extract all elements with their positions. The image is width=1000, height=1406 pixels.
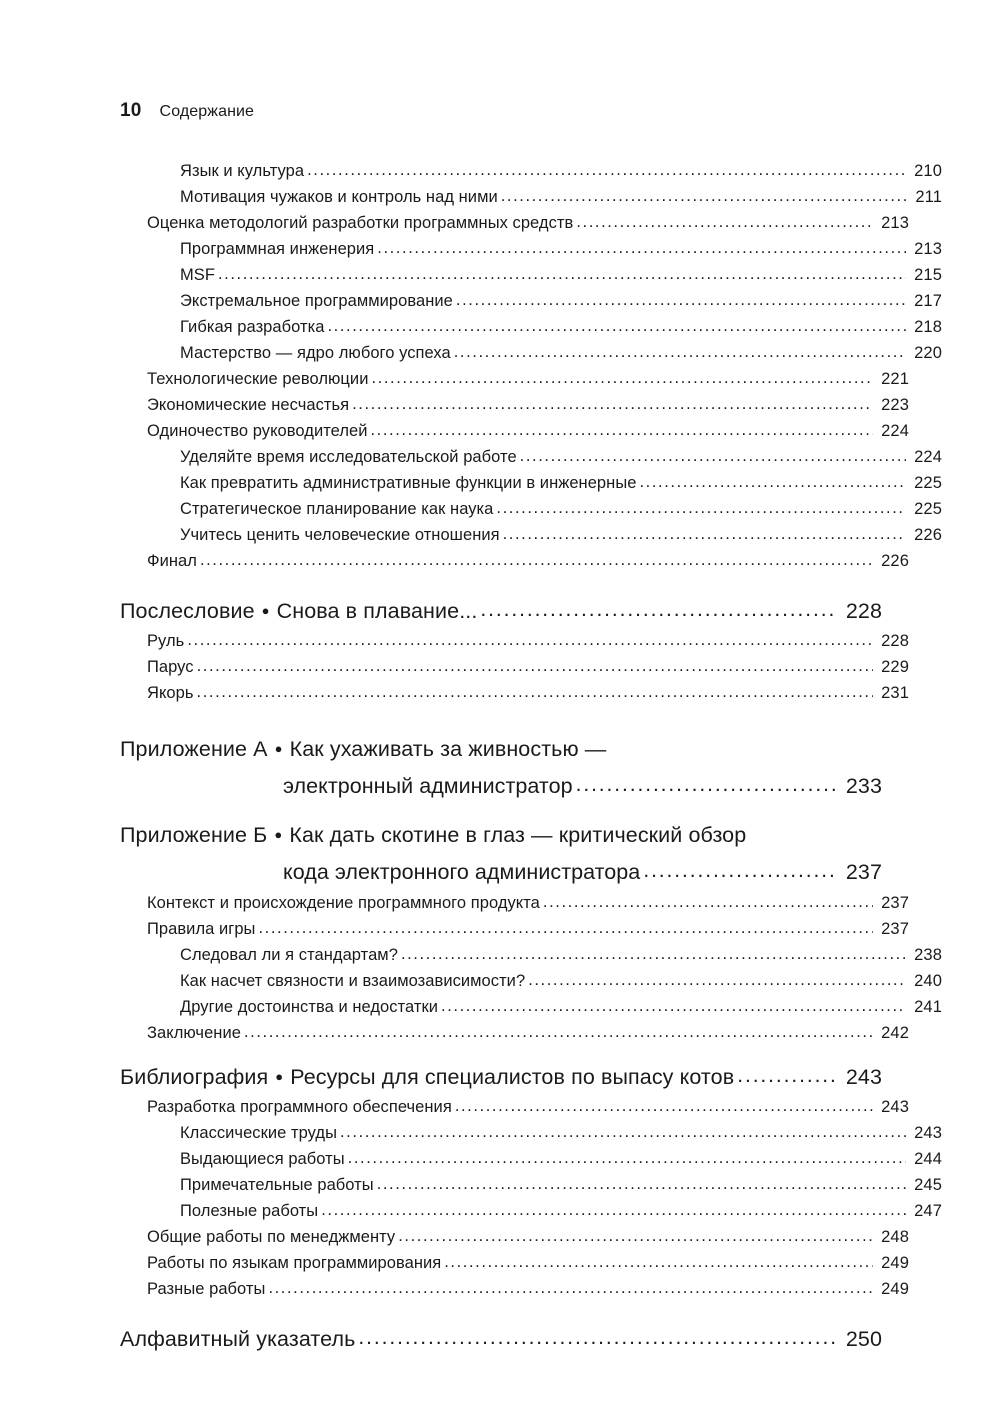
toc-page-number: 224 <box>881 422 909 440</box>
toc-page-number: 247 <box>914 1202 942 1220</box>
toc-entry-subtitle: Ресурсы для специалистов по выпасу котов <box>290 1065 735 1089</box>
toc-entry-title: Экстремальное программирование <box>180 292 453 310</box>
dot-leader <box>197 679 873 705</box>
toc-page-number: 228 <box>881 632 909 650</box>
toc-entry-part[interactable] <box>120 1060 882 1094</box>
toc-page-number: 233 <box>845 774 882 798</box>
dot-leader <box>503 521 906 547</box>
toc-page-number: 237 <box>881 920 909 938</box>
toc-entry-title: Мотивация чужаков и контроль над ними <box>180 188 498 206</box>
toc-entry-title: Классические труды <box>180 1124 337 1142</box>
toc-page-number: 226 <box>914 526 942 544</box>
toc-spacer <box>120 1046 882 1060</box>
toc-entry[interactable] <box>120 366 909 392</box>
toc-entry[interactable] <box>120 236 942 262</box>
toc-entry[interactable] <box>120 994 942 1020</box>
dot-leader <box>454 339 906 365</box>
toc-page-number: 238 <box>914 946 942 964</box>
dot-leader <box>358 1321 836 1355</box>
toc-entry-title-continuation <box>120 769 882 804</box>
toc-entry[interactable] <box>120 1198 942 1224</box>
toc-entry-title: Как насчет связности и взаимозависимости? <box>180 972 526 990</box>
table-of-contents <box>120 158 942 1356</box>
toc-entry-title: Финал <box>147 552 197 570</box>
toc-entry-title: MSF <box>180 266 215 284</box>
toc-page-number: 245 <box>914 1176 942 1194</box>
dot-leader <box>377 235 906 261</box>
toc-entry[interactable] <box>120 1172 942 1198</box>
dot-leader <box>258 915 873 941</box>
dot-leader <box>398 1223 873 1249</box>
toc-entry[interactable] <box>120 680 909 706</box>
dot-leader <box>401 941 906 967</box>
toc-entry[interactable] <box>120 628 909 654</box>
dot-leader <box>496 495 906 521</box>
toc-entry-title: Экономические несчастья <box>147 396 350 414</box>
toc-entry-title: Технологические революции <box>147 370 369 388</box>
toc-entry-title: Оценка методологий разработки программных средств <box>147 214 574 232</box>
toc-entry-title: Заключение <box>147 1024 241 1042</box>
toc-page-number: 224 <box>914 448 942 466</box>
toc-spacer <box>120 804 882 818</box>
toc-page-number: 243 <box>914 1124 942 1142</box>
toc-entry[interactable] <box>120 444 942 470</box>
bullet-icon: ● <box>275 1069 284 1084</box>
toc-entry-title: Приложение А ● Как ухаживать за живностью — <box>120 732 882 769</box>
toc-page-number: 211 <box>915 188 942 206</box>
toc-spacer <box>120 706 882 732</box>
dot-leader <box>543 889 873 915</box>
toc-page-number: 217 <box>914 292 942 310</box>
toc-page-number: 243 <box>845 1065 882 1089</box>
dot-leader <box>371 417 874 443</box>
dot-leader <box>576 209 873 235</box>
toc-entry[interactable] <box>120 314 942 340</box>
toc-entry-title: Стратегическое планирование как наука <box>180 500 494 518</box>
toc-page-number: 249 <box>881 1254 909 1272</box>
toc-entry-title: Мастерство — ядро любого успеха <box>180 344 451 362</box>
toc-entry-title: Якорь <box>147 684 194 702</box>
toc-entry[interactable] <box>120 470 942 496</box>
bullet-icon: ● <box>274 741 283 756</box>
toc-entry-part[interactable] <box>120 594 882 628</box>
toc-entry-part[interactable] <box>120 1322 882 1356</box>
toc-entry-appendix[interactable] <box>120 732 882 804</box>
toc-entry-appendix[interactable] <box>120 818 882 890</box>
dot-leader <box>352 391 873 417</box>
dot-leader <box>576 768 836 802</box>
dot-leader <box>737 1059 836 1093</box>
toc-entry[interactable] <box>120 942 942 968</box>
toc-entry-title-line2: кода электронного администратора <box>283 860 641 884</box>
toc-entry-title: Учитесь ценить человеческие отношения <box>180 526 500 544</box>
toc-entry[interactable] <box>120 1020 909 1046</box>
toc-page-number: 213 <box>881 214 909 232</box>
toc-page-number: 237 <box>845 860 882 884</box>
toc-entry-title: Парус <box>147 658 194 676</box>
toc-spacer <box>120 1302 882 1322</box>
dot-leader <box>520 443 906 469</box>
toc-page-number: 248 <box>881 1228 909 1246</box>
dot-leader <box>218 261 906 287</box>
toc-entry[interactable] <box>120 890 909 916</box>
toc-entry-title: Послесловие ● Снова в плавание... <box>120 594 477 631</box>
toc-page-number: 218 <box>914 318 942 336</box>
toc-entry-title: Программная инженерия <box>180 240 375 258</box>
toc-entry[interactable] <box>120 418 909 444</box>
toc-page-number: 244 <box>914 1150 942 1168</box>
toc-page-number: 223 <box>881 396 909 414</box>
bullet-icon: ● <box>274 827 283 842</box>
toc-entry-title: Приложение Б ● Как дать скотине в глаз — критический обзор <box>120 818 882 855</box>
dot-leader <box>307 157 906 183</box>
toc-entry-title: Работы по языкам программирования <box>147 1254 442 1272</box>
toc-entry-title-continuation <box>120 855 882 890</box>
running-head <box>120 100 254 122</box>
toc-entry[interactable] <box>120 548 909 574</box>
toc-entry[interactable] <box>120 1120 942 1146</box>
toc-entry-title: Контекст и происхождение программного продукта <box>147 894 540 912</box>
toc-entry-title-line2: электронный администратор <box>283 774 573 798</box>
toc-entry-title: Как превратить административные функции в инженерные <box>180 474 637 492</box>
toc-page-number: 213 <box>914 240 942 258</box>
toc-entry-subtitle: Снова в плавание... <box>276 599 478 623</box>
toc-entry-title: Другие достоинства и недостатки <box>180 998 439 1016</box>
dot-leader <box>639 469 906 495</box>
toc-entry-title: Общие работы по менеджменту <box>147 1228 396 1246</box>
toc-page-number: 237 <box>881 894 909 912</box>
toc-page-number: 229 <box>881 658 909 676</box>
dot-leader <box>371 365 873 391</box>
dot-leader <box>455 1093 873 1119</box>
dot-leader <box>187 627 873 653</box>
toc-page-number: 243 <box>881 1098 909 1116</box>
toc-spacer <box>120 574 882 594</box>
dot-leader <box>441 993 906 1019</box>
dot-leader <box>643 854 836 888</box>
toc-page-number: 241 <box>914 998 942 1016</box>
toc-entry[interactable] <box>120 1250 909 1276</box>
toc-entry[interactable] <box>120 340 942 366</box>
dot-leader <box>480 593 836 627</box>
toc-page-number: 221 <box>881 370 909 388</box>
toc-entry[interactable] <box>120 968 942 994</box>
toc-entry[interactable] <box>120 496 942 522</box>
dot-leader <box>501 183 906 209</box>
dot-leader <box>444 1249 873 1275</box>
page-folio: 10 <box>120 100 142 121</box>
toc-entry-title: Примечательные работы <box>180 1176 374 1194</box>
toc-entry[interactable] <box>120 1094 909 1120</box>
toc-entry-title: Уделяйте время исследовательской работе <box>180 448 517 466</box>
bullet-icon: ● <box>261 603 270 618</box>
toc-entry[interactable] <box>120 1224 909 1250</box>
toc-page-number: 225 <box>914 500 942 518</box>
toc-page-number: 249 <box>881 1280 909 1298</box>
toc-entry[interactable] <box>120 1276 909 1302</box>
dot-leader <box>268 1275 873 1301</box>
dot-leader <box>528 967 906 993</box>
toc-entry[interactable] <box>120 184 942 210</box>
toc-entry-title: Руль <box>147 632 185 650</box>
dot-leader <box>377 1171 906 1197</box>
toc-entry-title: Алфавитный указатель <box>120 1327 356 1351</box>
toc-page-number: 210 <box>914 162 942 180</box>
toc-page-number: 240 <box>914 972 942 990</box>
dot-leader <box>244 1019 873 1045</box>
toc-page-number: 225 <box>914 474 942 492</box>
toc-entry[interactable] <box>120 288 942 314</box>
toc-page-number: 226 <box>881 552 909 570</box>
dot-leader <box>456 287 906 313</box>
toc-entry[interactable] <box>120 522 942 548</box>
toc-entry-title: Правила игры <box>147 920 256 938</box>
toc-entry[interactable] <box>120 262 942 288</box>
dot-leader <box>348 1145 906 1171</box>
toc-page-number: 228 <box>845 599 882 623</box>
toc-entry-title: Следовал ли я стандартам? <box>180 946 398 964</box>
toc-entry[interactable] <box>120 392 909 418</box>
toc-entry-title: Полезные работы <box>180 1202 319 1220</box>
toc-entry-title: Разные работы <box>147 1280 266 1298</box>
toc-entry[interactable] <box>120 654 909 680</box>
toc-entry-title: Разработка программного обеспечения <box>147 1098 452 1116</box>
toc-entry[interactable] <box>120 1146 942 1172</box>
dot-leader <box>197 653 873 679</box>
toc-page-number: 242 <box>881 1024 909 1042</box>
toc-page-number: 231 <box>881 684 909 702</box>
toc-entry[interactable] <box>120 158 942 184</box>
toc-page-number: 220 <box>914 344 942 362</box>
toc-entry-title: Язык и культура <box>180 162 305 180</box>
running-head-title: Содержание <box>159 103 255 120</box>
toc-entry-title: Одиночество руководителей <box>147 422 368 440</box>
dot-leader <box>321 1197 906 1223</box>
toc-entry-title: Выдающиеся работы <box>180 1150 345 1168</box>
toc-entry-title: Гибкая разработка <box>180 318 325 336</box>
toc-page-number: 215 <box>914 266 942 284</box>
toc-page-number: 250 <box>845 1327 882 1351</box>
dot-leader <box>327 313 906 339</box>
toc-entry[interactable] <box>120 210 909 236</box>
toc-entry[interactable] <box>120 916 909 942</box>
dot-leader <box>200 547 873 573</box>
dot-leader <box>340 1119 906 1145</box>
toc-entry-title: Библиография ● Ресурсы для специалистов по выпасу котов <box>120 1060 734 1097</box>
